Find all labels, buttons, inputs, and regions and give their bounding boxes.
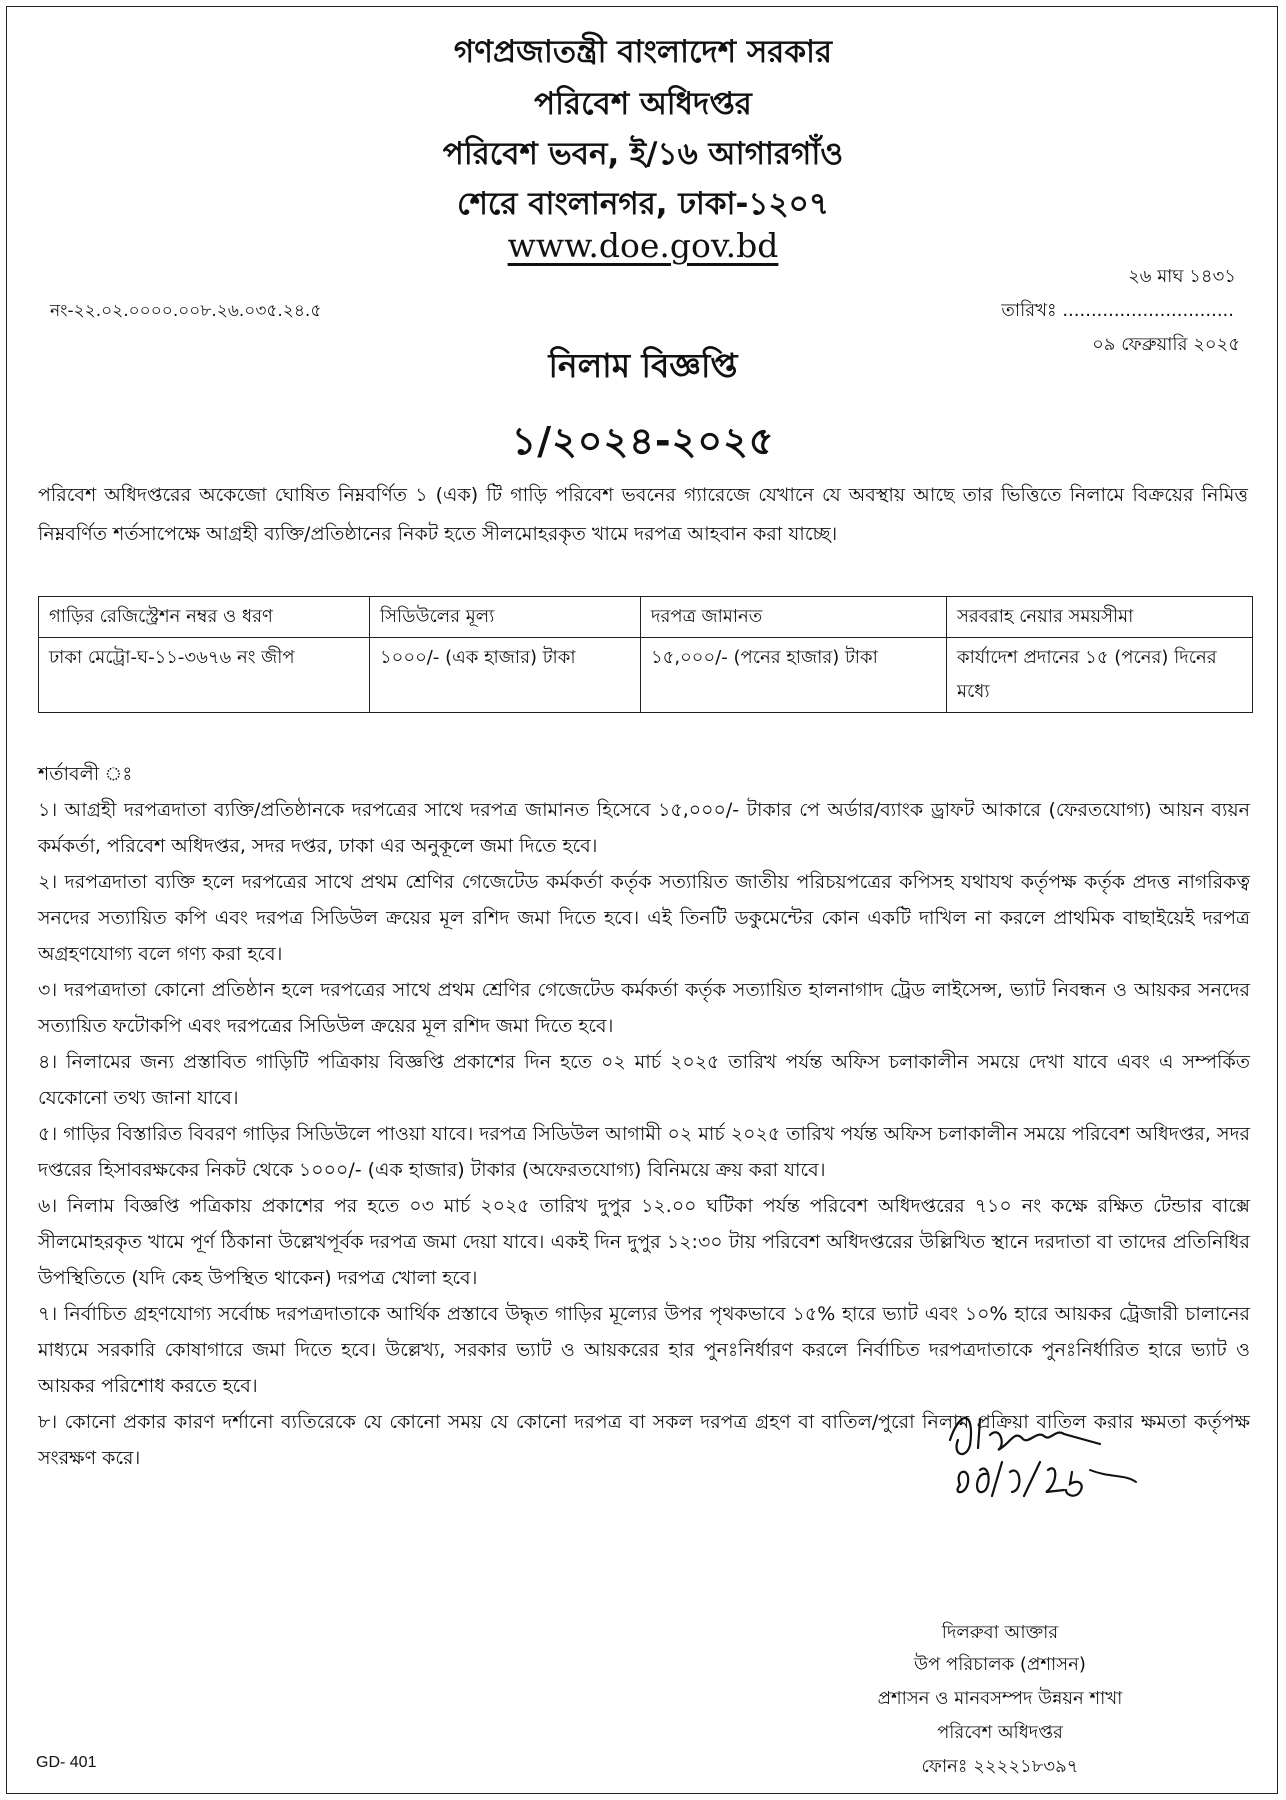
term-item: ৪। নিলামের জন্য প্রস্তাবিত গাড়িটি পত্রিকায় বিজ্ঞপ্তি প্রকাশের দিন হতে ০২ মার্চ ২০২৫ তারিখ পর্যন্ত অফিস চলাকালীন সময়ে দেখা যাবে এবং এ সম্পর্কিত যেকোনো তথ্য জানা যাবে। — [38, 1051, 1250, 1109]
address-line-2: শেরে বাংলানগর, ঢাকা-১২০৭ — [457, 186, 829, 222]
term-item: ৬। নিলাম বিজ্ঞপ্তি পত্রিকায় প্রকাশের পর হতে ০৩ মার্চ ২০২৫ তারিখ দুপুর ১২.০০ ঘটিকা পর্যন্ত পরিবেশ অধিদপ্তরের ৭১০ নং কক্ষে রক্ষিত টেন্ডার বাক্সে সীলমোহরকৃত খামে পূর্ণ ঠিকানা উল্লেখপূর্বক দরপত্র জমা দেয়া যাবে। একই দিন দুপুর ১২:৩০ টায় পরিবেশ অধিদপ্তরের উল্লিখিত স্থানে দরদাতা বা তাদের প্রতিনিধির উপস্থিতিতে (যদি কেহ উপস্থিত থাকেন) দরপত্র খোলা হবে। — [38, 1195, 1250, 1289]
table-header-cell: সরবরাহ নেয়ার সময়সীমা — [947, 597, 1253, 638]
table-header-cell: গাড়ির রেজিস্ট্রেশন নম্বর ও ধরণ — [39, 597, 370, 638]
term-item: ৩। দরপত্রদাতা কোনো প্রতিষ্ঠান হলে দরপত্রের সাথে প্রথম শ্রেণির গেজেটেড কর্মকর্তা কর্তৃক সত্যায়িত হালনাগাদ ট্রেড লাইসেন্স, ভ্যাট নিবন্ধন ও আয়কর সনদের সত্যায়িত ফটোকপি এবং দরপত্রের সিডিউল ক্রয়ের মূল রশিদ জমা দিতে হবে। — [38, 979, 1250, 1037]
govt-title: গণপ্রজাতন্ত্রী বাংলাদেশ সরকার — [453, 34, 833, 70]
memo-number: নং-২২.০২.০০০০.০০৮.২৬.০৩৫.২৪.৫ — [50, 301, 322, 321]
website-text[interactable]: www.doe.gov.bd — [507, 226, 779, 265]
table-cell: ঢাকা মেট্রো-ঘ-১১-৩৬৭৬ নং জীপ — [39, 638, 370, 713]
terms-heading: শর্তাবলী ঃ — [38, 763, 133, 785]
date-label: তারিখঃ .............................. — [1001, 300, 1234, 321]
signatory-name: দিলরুবা আক্তার — [941, 1622, 1059, 1643]
term-item: ১। আগ্রহী দরপত্রদাতা ব্যক্তি/প্রতিষ্ঠানকে দরপত্রের সাথে দরপত্র জামানত হিসেবে ১৫,০০০/- টাকার পে অর্ডার/ব্যাংক ড্রাফট আকারে (ফেরতযোগ্য) আয়ন ব্যয়ন কর্মকর্তা, পরিবেশ অধিদপ্তর, সদর দপ্তর, ঢাকা এর অনুকূলে জমা দিতে হবে। — [38, 799, 1250, 857]
table-cell: কার্যাদেশ প্রদানের ১৫ (পনের) দিনের মধ্যে — [947, 638, 1253, 713]
department-name: পরিবেশ অধিদপ্তর — [534, 86, 752, 122]
bangla-date: ২৬ মাঘ ১৪৩১ — [1128, 266, 1236, 287]
address-line-1: পরিবেশ ভবন, ই/১৬ আগারগাঁও — [442, 136, 844, 172]
signatory-office: পরিবেশ অধিদপ্তর — [937, 1722, 1063, 1743]
english-date: ০৯ ফেব্রুয়ারি ২০২৫ — [1092, 334, 1240, 355]
table-cell: ১৫,০০০/- (পনের হাজার) টাকা — [641, 638, 947, 713]
table-cell: ১০০০/- (এক হাজার) টাকা — [370, 638, 641, 713]
vehicle-table — [38, 596, 1253, 713]
term-item: ৭। নির্বাচিত গ্রহণযোগ্য সর্বোচ্চ দরপত্রদাতাকে আর্থিক প্রস্তাবে উদ্ধৃত গাড়ির মূল্যের উপর পৃথকভাবে ১৫% হারে ভ্যাট এবং ১০% হারে আয়কর ট্রেজারী চালানের মাধ্যমে সরকারি কোষাগারে জমা দিতে হবে। উল্লেখ্য, সরকার ভ্যাট ও আয়করের হার পুনঃনির্ধারণ করলে নির্বাচিত দরপত্রদাতাকে পুনঃনির্ধারিত হারে ভ্যাট ও আয়কর পরিশোধ করতে হবে। — [38, 1303, 1250, 1397]
notice-title: নিলাম বিজ্ঞপ্তি — [548, 346, 738, 385]
table-header-cell: দরপত্র জামানত — [641, 597, 947, 638]
terms-list — [38, 792, 1250, 1476]
table-row — [39, 638, 1253, 713]
signatory-designation: উপ পরিচালক (প্রশাসন) — [914, 1654, 1086, 1675]
handwritten-signature — [940, 1400, 1180, 1510]
term-item: ৫। গাড়ির বিস্তারিত বিবরণ গাড়ির সিডিউলে পাওয়া যাবে। দরপত্র সিডিউল আগামী ০২ মার্চ ২০২৫ তারিখ পর্যন্ত অফিস চলাকালীন সময়ে পরিবেশ অধিদপ্তর, সদর দপ্তরের হিসাবরক্ষকের নিকট থেকে ১০০০/- (এক হাজার) টাকার (অফেরতযোগ্য) বিনিময়ে ক্রয় করা যাবে। — [38, 1123, 1250, 1181]
term-item: ৮। কোনো প্রকার কারণ দর্শানো ব্যতিরেকে যে কোনো সময় যে কোনো দরপত্র বা সকল দরপত্র গ্রহণ বা বাতিল/পুরো নিলাম প্রক্রিয়া বাতিল করার ক্ষমতা কর্তৃপক্ষ সংরক্ষণ করে। — [38, 1411, 1250, 1469]
notice-number: ১/২০২৪-২০২৫ — [511, 419, 775, 463]
table-header-row — [39, 597, 1253, 638]
website-link[interactable] — [0, 226, 1286, 265]
signatory-branch: প্রশাসন ও মানবসম্পদ উন্নয়ন শাখা — [877, 1688, 1123, 1709]
intro-paragraph: পরিবেশ অধিদপ্তরের অকেজো ঘোষিত নিম্নবর্ণিত ১ (এক) টি গাড়ি পরিবেশ ভবনের গ্যারেজে যেখানে যে অবস্থায় আছে তার ভিত্তিতে নিলামে বিক্রয়ের নিমিত্ত নিম্নবর্ণিত শর্তসাপেক্ষে আগ্রহী ব্যক্তি/প্রতিষ্ঠানের নিকট হতে সীলমোহরকৃত খামে দরপত্র আহবান করা যাচ্ছে। — [38, 484, 1248, 545]
signatory-phone: ফোনঃ ২২২২১৮৩৯৭ — [921, 1756, 1079, 1777]
table-header-cell: সিডিউলের মূল্য — [370, 597, 641, 638]
term-item: ২। দরপত্রদাতা ব্যক্তি হলে দরপত্রের সাথে প্রথম শ্রেণির গেজেটেড কর্মকর্তা কর্তৃক সত্যায়িত জাতীয় পরিচয়পত্রের কপিসহ যথাযথ কর্তৃপক্ষ কর্তৃক প্রদত্ত নাগরিকত্ব সনদের সত্যায়িত কপি এবং দরপত্র সিডিউল ক্রয়ের মূল রশিদ জমা দিতে হবে। এই তিনটি ডকুমেন্টের কোন একটি দাখিল না করলে প্রাথমিক বাছাইয়েই দরপত্র অগ্রহণযোগ্য বলে গণ্য করা হবে। — [38, 871, 1250, 965]
footer-code: GD- 401 — [36, 1754, 97, 1771]
